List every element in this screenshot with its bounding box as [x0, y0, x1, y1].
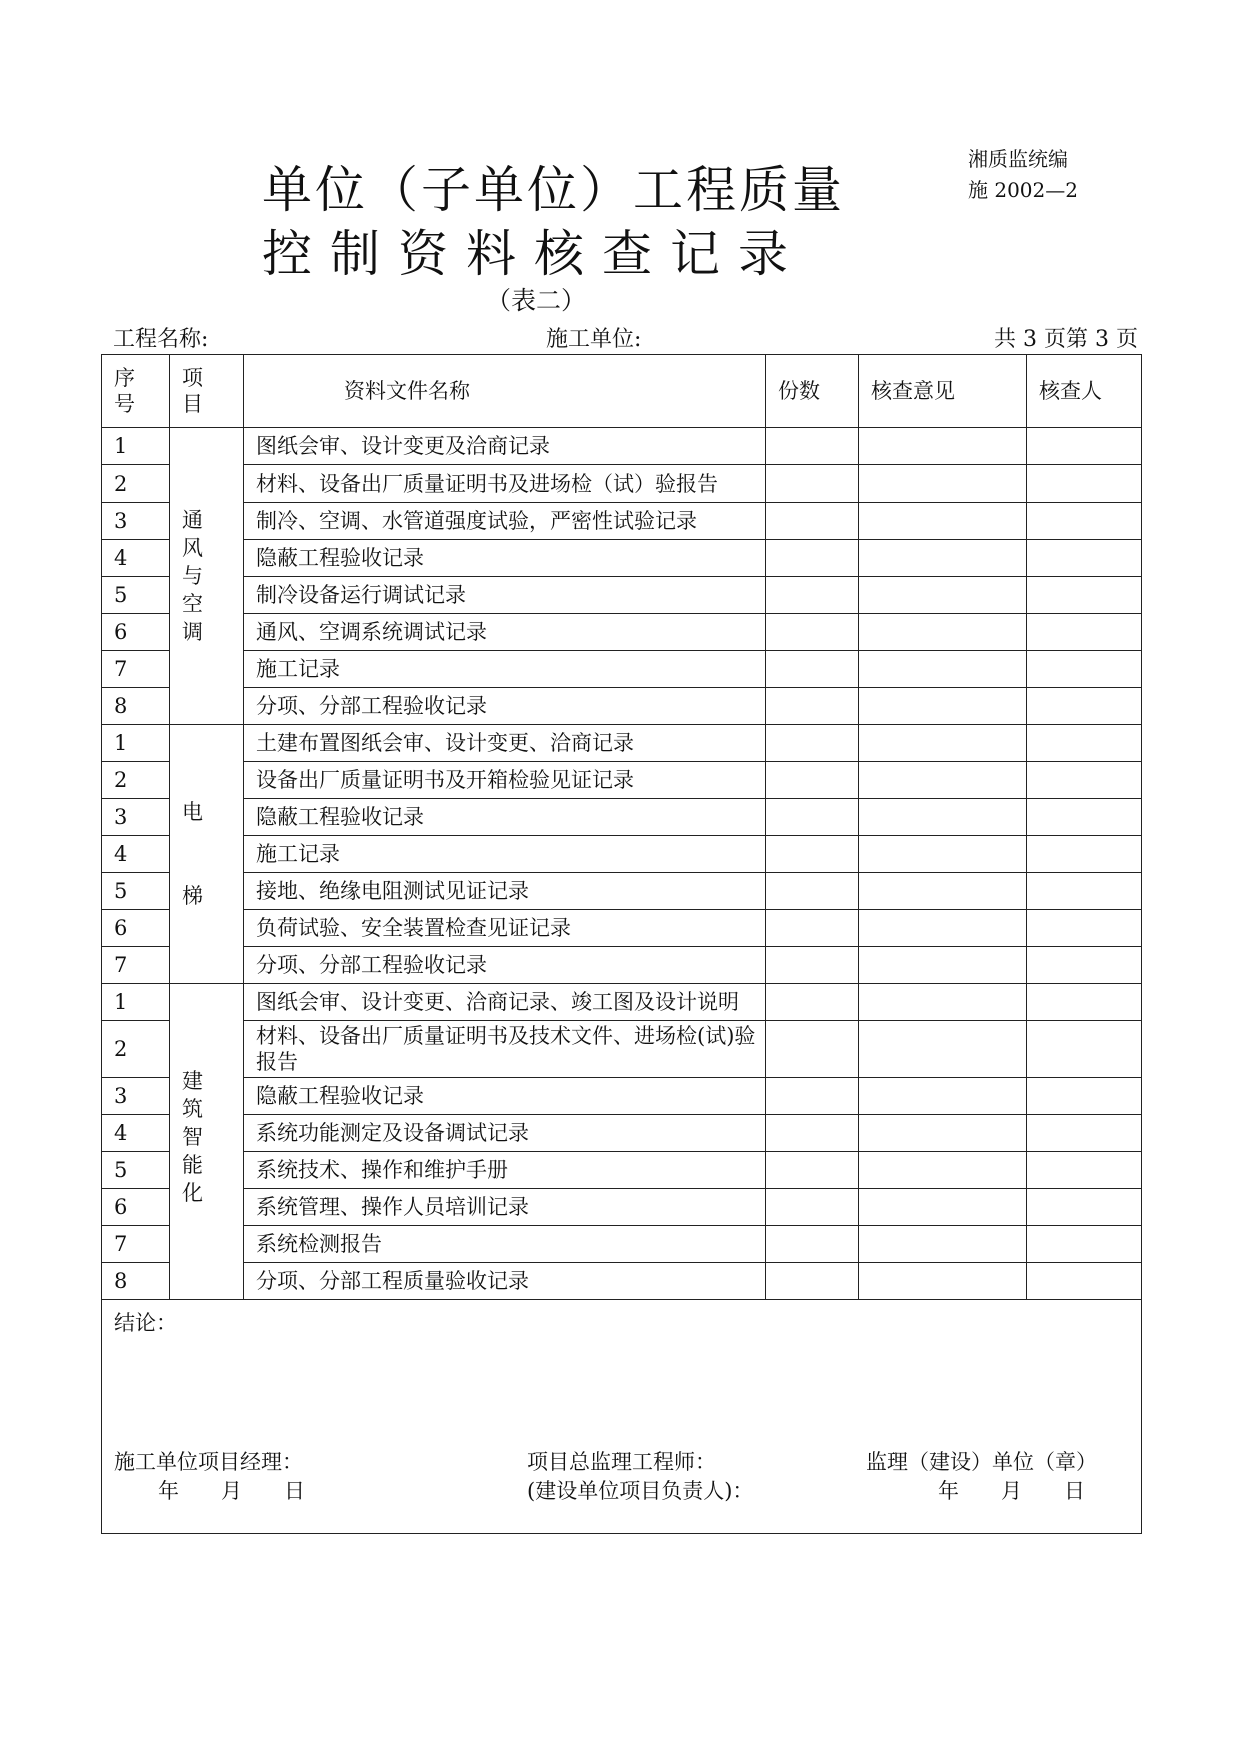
- row-number: 1: [102, 725, 170, 762]
- checker-cell[interactable]: [1027, 725, 1142, 762]
- copies-cell[interactable]: [766, 1226, 859, 1263]
- table-row: [102, 465, 1142, 503]
- copies-cell[interactable]: [766, 540, 859, 577]
- opinion-cell[interactable]: [859, 651, 1027, 688]
- conclusion-label: 结论：: [114, 1311, 177, 1335]
- opinion-cell[interactable]: [859, 1115, 1027, 1152]
- copies-cell[interactable]: [766, 465, 859, 503]
- checker-cell[interactable]: [1027, 465, 1142, 503]
- opinion-cell[interactable]: [859, 465, 1027, 503]
- owner-representative-label: (建设单位项目负责人)：: [527, 1479, 754, 1503]
- table-row: [102, 1226, 1142, 1263]
- document-name: 接地、绝缘电阻测试见证记录: [244, 873, 766, 910]
- opinion-cell[interactable]: [859, 1263, 1027, 1300]
- subtitle: （表二）: [486, 286, 587, 315]
- document-name: 分项、分部工程质量验收记录: [244, 1263, 766, 1300]
- form-code-line1: 湘质监统编: [968, 147, 1068, 171]
- opinion-cell[interactable]: [859, 1078, 1027, 1115]
- row-number: 3: [102, 799, 170, 836]
- row-number: 2: [102, 762, 170, 799]
- opinion-cell[interactable]: [859, 984, 1027, 1021]
- table-row: [102, 1021, 1142, 1078]
- document-name: 系统检测报告: [244, 1226, 766, 1263]
- document-name: 隐蔽工程验收记录: [244, 540, 766, 577]
- table-row: [102, 1078, 1142, 1115]
- table-row: [102, 947, 1142, 984]
- header-row: [102, 355, 1142, 428]
- table-row: [102, 1152, 1142, 1189]
- group-label: [170, 428, 244, 725]
- group-label-char: 通: [182, 508, 203, 532]
- form-code-line2: 施 2002—2: [968, 178, 1078, 202]
- group-label-char: 化: [182, 1180, 203, 1205]
- checker-cell[interactable]: [1027, 910, 1142, 947]
- checker-cell[interactable]: [1027, 688, 1142, 725]
- header-opinion: 核查意见: [859, 355, 1027, 428]
- checker-cell[interactable]: [1027, 1152, 1142, 1189]
- opinion-cell[interactable]: [859, 725, 1027, 762]
- row-number: 4: [102, 836, 170, 873]
- header-checker: 核查人: [1027, 355, 1142, 428]
- opinion-cell[interactable]: [859, 947, 1027, 984]
- document-name: 材料、设备出厂质量证明书及进场检（试）验报告: [244, 465, 766, 503]
- copies-cell[interactable]: [766, 1021, 859, 1078]
- group-label-char: 智: [182, 1124, 203, 1149]
- copies-cell[interactable]: [766, 873, 859, 910]
- row-number: 3: [102, 1078, 170, 1115]
- row-number: 4: [102, 1115, 170, 1152]
- document-name: 通风、空调系统调试记录: [244, 614, 766, 651]
- copies-cell[interactable]: [766, 503, 859, 540]
- checker-cell[interactable]: [1027, 428, 1142, 465]
- copies-cell[interactable]: [766, 1189, 859, 1226]
- document-name: 系统技术、操作和维护手册: [244, 1152, 766, 1189]
- opinion-cell[interactable]: [859, 873, 1027, 910]
- header-seq: [102, 355, 170, 428]
- table-row: [102, 540, 1142, 577]
- row-number: 5: [102, 577, 170, 614]
- checker-cell[interactable]: [1027, 947, 1142, 984]
- opinion-cell[interactable]: [859, 910, 1027, 947]
- title-line1: 单位（子单位）工程质量: [262, 161, 845, 219]
- group-label-char: 空: [182, 592, 203, 616]
- opinion-cell[interactable]: [859, 688, 1027, 725]
- copies-cell[interactable]: [766, 836, 859, 873]
- table-row: [102, 836, 1142, 873]
- table-row: [102, 1263, 1142, 1300]
- checker-cell[interactable]: [1027, 984, 1142, 1021]
- document-name: 系统功能测定及设备调试记录: [244, 1115, 766, 1152]
- copies-cell[interactable]: [766, 651, 859, 688]
- opinion-cell[interactable]: [859, 540, 1027, 577]
- copies-cell[interactable]: [766, 1115, 859, 1152]
- document-name: 图纸会审、设计变更、洽商记录、竣工图及设计说明: [244, 984, 766, 1021]
- opinion-cell[interactable]: [859, 1189, 1027, 1226]
- table-row: [102, 688, 1142, 725]
- opinion-cell[interactable]: [859, 762, 1027, 799]
- checker-cell[interactable]: [1027, 540, 1142, 577]
- opinion-cell[interactable]: [859, 503, 1027, 540]
- row-number: 7: [102, 947, 170, 984]
- checker-cell[interactable]: [1027, 1263, 1142, 1300]
- group-label-char: 筑: [182, 1096, 203, 1121]
- group-label-char: 电: [182, 800, 203, 824]
- table-row: [102, 614, 1142, 651]
- group-label: [170, 984, 244, 1300]
- checker-cell[interactable]: [1027, 614, 1142, 651]
- table-row: [102, 910, 1142, 947]
- checker-cell[interactable]: [1027, 1226, 1142, 1263]
- checker-cell[interactable]: [1027, 1115, 1142, 1152]
- conclusion-cell: [102, 1300, 1142, 1534]
- project-name-label: 工程名称:: [113, 327, 209, 352]
- row-number: 6: [102, 1189, 170, 1226]
- row-number: 5: [102, 1152, 170, 1189]
- table-row: [102, 577, 1142, 614]
- opinion-cell[interactable]: [859, 1021, 1027, 1078]
- document-name: 施工记录: [244, 651, 766, 688]
- supervision-date: 年 月 日: [938, 1479, 1085, 1503]
- row-number: 3: [102, 503, 170, 540]
- opinion-cell[interactable]: [859, 799, 1027, 836]
- copies-cell[interactable]: [766, 762, 859, 799]
- document-name: 隐蔽工程验收记录: [244, 799, 766, 836]
- table-row: [102, 428, 1142, 465]
- header-seq-line1: 序: [114, 366, 135, 390]
- document-name: 分项、分部工程验收记录: [244, 947, 766, 984]
- opinion-cell[interactable]: [859, 614, 1027, 651]
- table-row: [102, 503, 1142, 540]
- copies-cell[interactable]: [766, 947, 859, 984]
- contractor-manager-label: 施工单位项目经理：: [114, 1450, 303, 1474]
- checker-cell[interactable]: [1027, 651, 1142, 688]
- row-number: 1: [102, 428, 170, 465]
- document-name: 制冷设备运行调试记录: [244, 577, 766, 614]
- control-data-check-table: [101, 354, 1142, 1534]
- group-label-char: 建: [182, 1068, 203, 1093]
- header-item: [170, 355, 244, 428]
- group-label-char: 风: [182, 536, 203, 560]
- checker-cell[interactable]: [1027, 799, 1142, 836]
- opinion-cell[interactable]: [859, 1226, 1027, 1263]
- row-number: 2: [102, 1021, 170, 1078]
- copies-cell[interactable]: [766, 725, 859, 762]
- row-number: 6: [102, 614, 170, 651]
- document-name: 图纸会审、设计变更及洽商记录: [244, 428, 766, 465]
- header-copies: 份数: [766, 355, 859, 428]
- checker-cell[interactable]: [1027, 873, 1142, 910]
- copies-cell[interactable]: [766, 910, 859, 947]
- row-number: 4: [102, 540, 170, 577]
- table-row: [102, 651, 1142, 688]
- row-number: 2: [102, 465, 170, 503]
- checker-cell[interactable]: [1027, 762, 1142, 799]
- document-name: 施工记录: [244, 836, 766, 873]
- document-name: 材料、设备出厂质量证明书及技术文件、进场检(试)验报告: [244, 1021, 766, 1078]
- checker-cell[interactable]: [1027, 1021, 1142, 1078]
- copies-cell[interactable]: [766, 688, 859, 725]
- contractor-date: 年 月 日: [158, 1479, 305, 1503]
- checker-cell[interactable]: [1027, 1189, 1142, 1226]
- header-seq-line2: 号: [114, 392, 135, 416]
- checker-cell[interactable]: [1027, 577, 1142, 614]
- table-row: [102, 799, 1142, 836]
- group-label-char: 能: [182, 1152, 203, 1177]
- checker-cell[interactable]: [1027, 503, 1142, 540]
- title-line2: 控制资料核查记录: [262, 225, 806, 283]
- copies-cell[interactable]: [766, 577, 859, 614]
- group-label: [170, 725, 244, 984]
- copies-cell[interactable]: [766, 614, 859, 651]
- group-label-char: 梯: [182, 884, 203, 908]
- opinion-cell[interactable]: [859, 428, 1027, 465]
- group-label-char: 与: [182, 564, 203, 588]
- header-item-line2: 目: [182, 392, 203, 416]
- copies-cell[interactable]: [766, 799, 859, 836]
- document-name: 设备出厂质量证明书及开箱检验见证记录: [244, 762, 766, 799]
- document-name: 负荷试验、安全装置检查见证记录: [244, 910, 766, 947]
- opinion-cell[interactable]: [859, 1152, 1027, 1189]
- row-number: 5: [102, 873, 170, 910]
- row-number: 1: [102, 984, 170, 1021]
- document-name: 制冷、空调、水管道强度试验，严密性试验记录: [244, 503, 766, 540]
- copies-cell[interactable]: [766, 1263, 859, 1300]
- copies-cell[interactable]: [766, 1152, 859, 1189]
- supervision-unit-label: 监理（建设）单位（章）: [866, 1450, 1097, 1474]
- supervisor-engineer-label: 项目总监理工程师：: [527, 1450, 716, 1474]
- page-info: 共 3 页第 3 页: [994, 327, 1138, 352]
- table-row: [102, 984, 1142, 1021]
- row-number: 7: [102, 651, 170, 688]
- copies-cell[interactable]: [766, 984, 859, 1021]
- document-name: 土建布置图纸会审、设计变更、洽商记录: [244, 725, 766, 762]
- row-number: 6: [102, 910, 170, 947]
- document-name: 隐蔽工程验收记录: [244, 1078, 766, 1115]
- header-item-line1: 项: [182, 366, 203, 390]
- footer-row: [102, 1300, 1142, 1534]
- document-name: 系统管理、操作人员培训记录: [244, 1189, 766, 1226]
- table-row: [102, 873, 1142, 910]
- copies-cell[interactable]: [766, 428, 859, 465]
- opinion-cell[interactable]: [859, 577, 1027, 614]
- header-doc-name: 资料文件名称: [244, 355, 766, 428]
- checker-cell[interactable]: [1027, 836, 1142, 873]
- copies-cell[interactable]: [766, 1078, 859, 1115]
- checker-cell[interactable]: [1027, 1078, 1142, 1115]
- row-number: 8: [102, 688, 170, 725]
- row-number: 7: [102, 1226, 170, 1263]
- row-number: 8: [102, 1263, 170, 1300]
- table-row: [102, 1189, 1142, 1226]
- document-name: 分项、分部工程验收记录: [244, 688, 766, 725]
- group-label-char: 调: [182, 620, 203, 644]
- opinion-cell[interactable]: [859, 836, 1027, 873]
- table-row: [102, 725, 1142, 762]
- table-row: [102, 1115, 1142, 1152]
- contractor-label: 施工单位:: [546, 327, 642, 352]
- table-row: [102, 762, 1142, 799]
